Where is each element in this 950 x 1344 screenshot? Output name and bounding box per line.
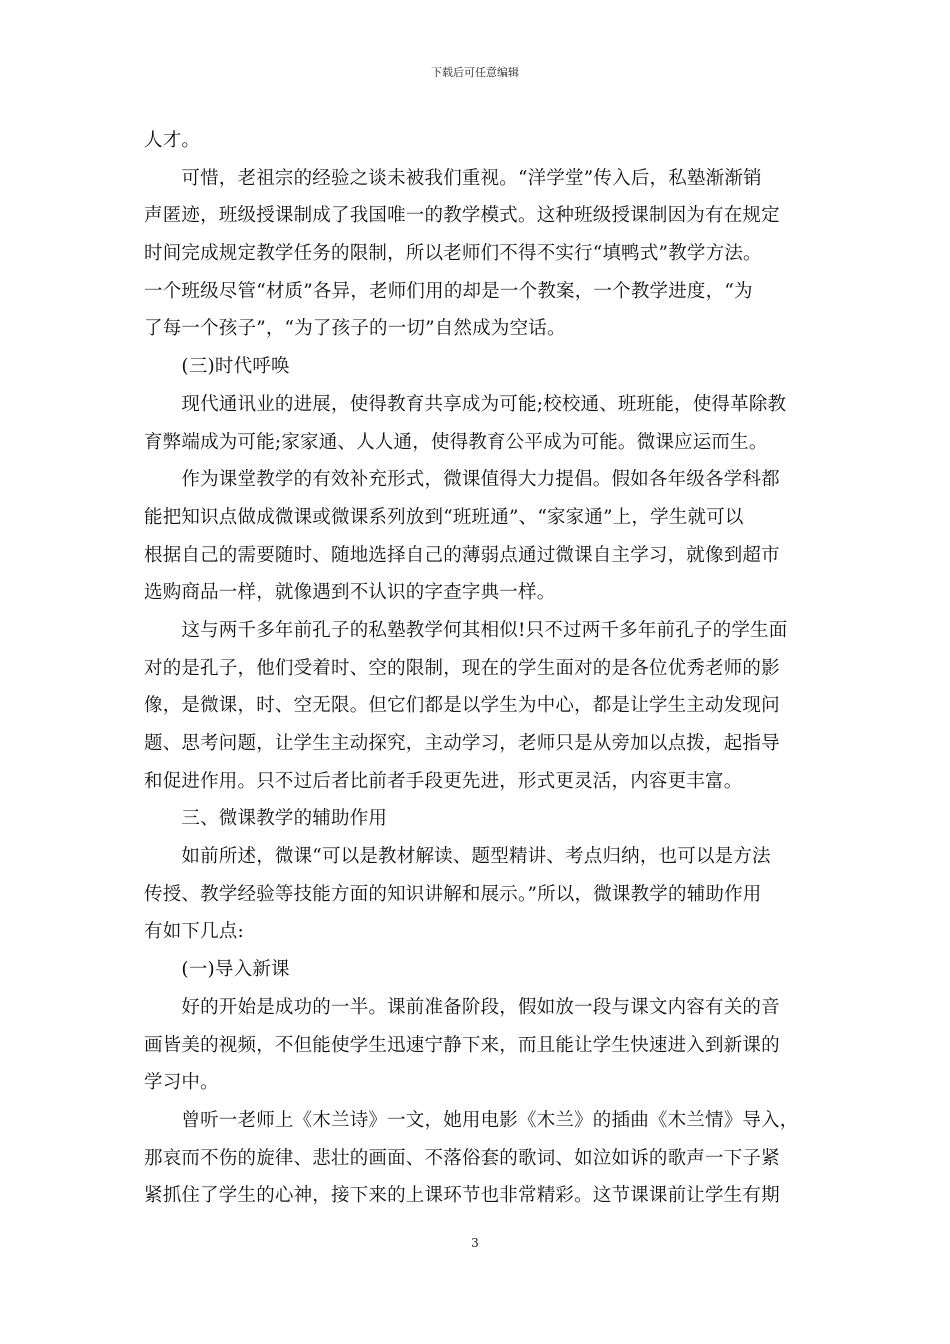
text-line: 声匿迹，班级授课制成了我国唯一的教学模式。这种班级授课制因为有在规定 xyxy=(144,205,780,227)
page-header: 下载后可任意编辑 xyxy=(431,66,519,79)
text-line: 题、思考问题，让学生主动探究，主动学习，老师只是从旁加以点拨，起指导 xyxy=(144,733,780,754)
text-line: 选购商品一样，就像遇到不认识的字查字典一样。 xyxy=(144,582,556,604)
text-line: 这与两千多年前孔子的私塾教学何其相似!只不过两千多年前孔子的学生面 xyxy=(144,619,788,641)
text-line: 作为课堂教学的有效补充形式，微课值得大力提倡。假如各年级各学科都 xyxy=(144,469,780,491)
section-heading: (一)导入新课 xyxy=(144,959,290,981)
text-line: 时间完成规定教学任务的限制，所以老师们不得不实行“填鸭式”教学方法。 xyxy=(144,243,762,265)
text-line: 对的是孔子，他们受着时、空的限制，现在的学生面对的是各位优秀老师的影 xyxy=(144,657,780,679)
text-line: 了每一个孩子”，“为了孩子的一切”自然成为空话。 xyxy=(144,318,566,340)
text-line: 可惜，老祖宗的经验之谈未被我们重视。“洋学堂”传入后，私塾渐渐销 xyxy=(144,167,762,189)
text-line: 紧抓住了学生的心神，接下来的上课环节也非常精彩。这节课课前让学生有期 xyxy=(144,1185,780,1207)
text-line: 现代通讯业的进展，使得教育共享成为可能;校校通、班班能，使得革除教 xyxy=(144,393,787,415)
text-line: 那哀而不伤的旋律、悲壮的画面、不落俗套的歌词、如泣如诉的歌声一下子紧 xyxy=(144,1147,780,1169)
text-line: 如前所述，微课“可以是教材解读、题型精讲、考点归纳，也可以是方法 xyxy=(144,846,771,868)
section-heading: 三、微课教学的辅助作用 xyxy=(144,808,388,830)
text-line: 好的开始是成功的一半。课前准备阶段，假如放一段与课文内容有关的音 xyxy=(144,996,780,1018)
page-number: 3 xyxy=(471,1236,479,1250)
text-line: 一个班级尽管“材质”各异，老师们用的却是一个教案，一个教学进度，“为 xyxy=(144,280,753,302)
text-line: 学习中。 xyxy=(144,1072,219,1094)
text-line: 画皆美的视频，不但能使学生迅速宁静下来，而且能让学生快速进入到新课的 xyxy=(144,1034,780,1056)
text-line: 像，是微课，时、空无限。但它们都是以学生为中心，都是让学生主动发现问 xyxy=(144,695,780,717)
text-line: 和促进作用。只不过后者比前者手段更先进，形式更灵活，内容更丰富。 xyxy=(144,770,743,792)
text-line: 传授、教学经验等技能方面的知识讲解和展示。”所以，微课教学的辅助作用 xyxy=(144,883,762,905)
text-line: 人才。 xyxy=(144,130,201,151)
text-line: 能把知识点做成微课或微课系列放到“班班通”、“家家通”上，学生就可以 xyxy=(144,506,744,528)
text-line: 育弊端成为可能;家家通、人人通，使得教育公平成为可能。微课应运而生。 xyxy=(144,431,768,453)
document-body xyxy=(144,122,808,1215)
text-line: 曾听一老师上《木兰诗》一文，她用电影《木兰》的插曲《木兰情》导入， xyxy=(144,1109,799,1131)
text-line: 有如下几点: xyxy=(144,921,244,943)
section-heading: (三)时代呼唤 xyxy=(144,356,290,378)
text-line: 根据自己的需要随时、随地选择自己的薄弱点通过微课自主学习，就像到超市 xyxy=(144,544,780,566)
